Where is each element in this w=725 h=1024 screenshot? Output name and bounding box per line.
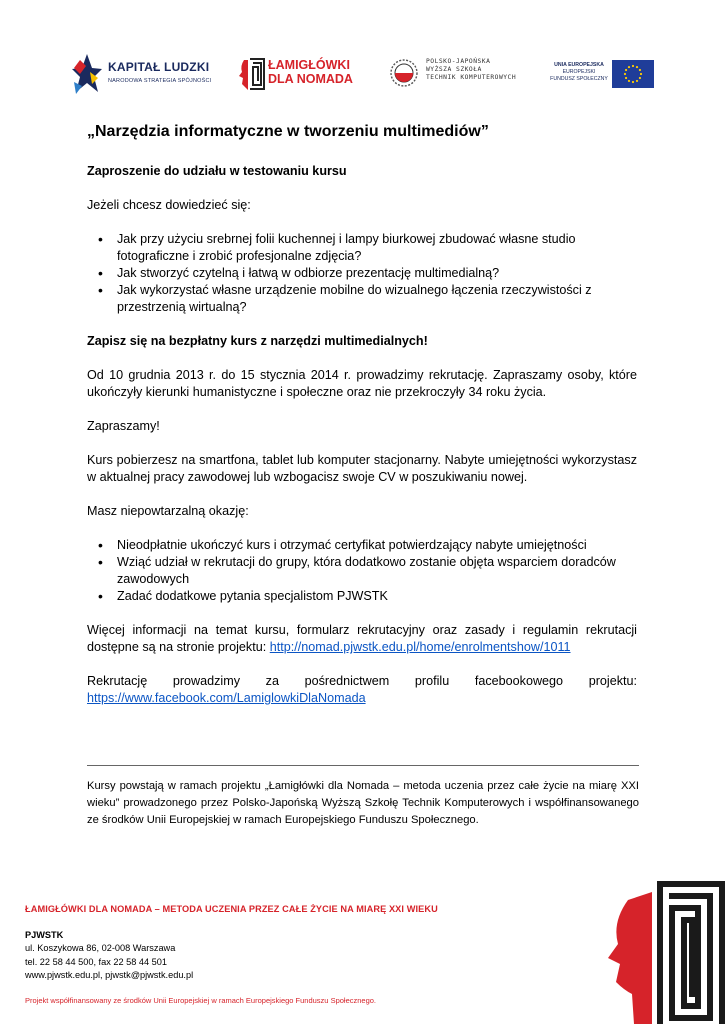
lamiglowki-logo	[238, 54, 368, 94]
project-footnote: Kursy powstają w ramach projektu „Łamigłówki dla Nomada – metoda uczenia przez całe życie na miarę XXI wieku” prowadzonego przez Polsko-Japońską Wyższą Szkołę Technik Komputerowych i współfinansowanego ze środków Unii Europejskiej w ramach Europejskiego Funduszu Społecznego.	[87, 780, 639, 826]
eu-line1: UNIA EUROPEJSKA	[554, 62, 604, 68]
intro-text: Jeżeli chcesz dowiedzieć się:	[87, 198, 251, 212]
lamiglowki-name	[268, 58, 353, 86]
list-item: • Nieodpłatnie ukończyć kurs i otrzymać certyfikat potwierdzający nabyte umiejętności	[87, 537, 637, 554]
kapital-ludzki-name: KAPITAŁ LUDZKI	[108, 60, 210, 74]
benefits-list	[87, 537, 637, 605]
devices-paragraph: Kurs pobierzesz na smartfona, tablet lub komputer stacjonarny. Nabyte umiejętności wykorzystasz w aktualnej pracy zawodowej lub wzbogacisz swoje CV w poszukiwaniu nowej.	[87, 453, 637, 484]
footer-web: www.pjwstk.edu.pl, pjwstk@pjwstk.edu.pl	[25, 970, 194, 980]
more-info-text: Więcej informacji na temat kursu, formularz rekrutacyjny oraz zasady i regulamin rekrutacji dostępne są na stronie projektu:	[87, 623, 637, 654]
pjwstk-emblem-icon	[388, 56, 420, 92]
eu-star	[636, 80, 638, 82]
eu-flag-icon	[612, 60, 654, 88]
kapital-ludzki-logo	[70, 52, 215, 98]
list-item: • Jak przy użyciu srebrnej folii kuchennej i lampy biurkowej zbudować własne studio fotograficzne i zrobić profesjonalne zdjęcia?	[87, 231, 637, 265]
pjwstk-line2: WYŻSZA SZKOŁA	[426, 66, 482, 73]
facebook-paragraph	[87, 673, 637, 707]
eu-star	[628, 80, 630, 82]
eu-star	[639, 77, 641, 79]
welcome-text: Zapraszamy!	[87, 419, 160, 433]
list-item: • Jak stworzyć czytelną i łatwą w odbiorze prezentację multimedialną?	[87, 265, 637, 282]
facebook-link[interactable]: https://www.facebook.com/LamiglowkiDlaNomada	[87, 691, 366, 705]
footer-contact	[25, 942, 193, 983]
footer-phone: tel. 22 58 44 500, fax 22 58 44 501	[25, 956, 168, 967]
eu-star	[636, 66, 638, 68]
eu-star	[640, 73, 642, 75]
eu-line2: EUROPEJSKI	[562, 69, 596, 75]
document-title: „Narzędzia informatyczne w tworzeniu multimediów”	[87, 123, 489, 140]
maze-head-icon	[238, 56, 266, 92]
eu-star	[632, 65, 634, 67]
lamiglowki-line1: ŁAMIGŁÓWKI	[268, 58, 350, 72]
maze-head-graphic-icon	[606, 878, 725, 1024]
document-body	[87, 122, 637, 724]
pjwstk-name	[426, 58, 516, 82]
eu-logo	[548, 58, 658, 92]
eu-text	[548, 62, 610, 83]
list-item: • Zadać dodatkowe pytania specjalistom PJWSTK	[87, 588, 637, 605]
pjwstk-line1: POLSKO-JAPOŃSKA	[426, 58, 491, 65]
eu-star	[625, 77, 627, 79]
footer-project-title: ŁAMIGŁÓWKI DLA NOMADA – METODA UCZENIA PRZEZ CAŁE ŻYCIE NA MIARĘ XXI WIEKU	[25, 904, 438, 914]
list-item: • Jak wykorzystać własne urządzenie mobilne do wizualnego łączenia rzeczywistości z przestrzenią wirtualną?	[87, 282, 637, 316]
kapital-ludzki-star-icon	[70, 52, 104, 98]
kapital-ludzki-subtitle: NARODOWA STRATEGIA SPÓJNOŚCI	[108, 78, 212, 84]
invitation-heading: Zaproszenie do udziału w testowaniu kursu	[87, 164, 347, 178]
eu-star	[624, 73, 626, 75]
opportunity-text: Masz niepowtarzalną okazję:	[87, 504, 249, 518]
eu-star	[639, 69, 641, 71]
eu-star	[625, 69, 627, 71]
facebook-text: Rekrutację prowadzimy za pośrednictwem profilu facebookowego projektu:	[87, 674, 637, 688]
recruitment-paragraph: Od 10 grudnia 2013 r. do 15 stycznia 2014 r. prowadzimy rekrutację. Zapraszamy osoby, które ukończyły kierunki humanistyczne i społeczne oraz nie przekroczyły 34 roku życia.	[87, 368, 637, 399]
project-link[interactable]: http://nomad.pjwstk.edu.pl/home/enrolmentshow/1011	[269, 640, 571, 654]
divider	[87, 765, 639, 766]
eu-star	[632, 81, 634, 83]
signup-heading: Zapisz się na bezpłatny kurs z narzędzi multimedialnych!	[87, 334, 428, 348]
list-item: • Wziąć udział w rekrutacji do grupy, która dodatkowo zostanie objęta wsparciem doradców zawodowych	[87, 554, 637, 588]
footer-address: ul. Koszykowa 86, 02-008 Warszawa	[25, 943, 176, 953]
eu-star	[628, 66, 630, 68]
footer-org: PJWSTK	[25, 930, 64, 940]
pjwstk-logo	[388, 54, 528, 94]
pjwstk-line3: TECHNIK KOMPUTEROWYCH	[426, 74, 517, 81]
lamiglowki-line2: DLA NOMADA	[268, 72, 353, 86]
questions-list	[87, 231, 637, 316]
eu-line3: FUNDUSZ SPOŁECZNY	[550, 76, 608, 82]
more-info-paragraph	[87, 622, 637, 656]
footer-funding: Projekt współfinansowany ze środków Unii Europejskiej w ramach Europejskiego Funduszu Społecznego.	[25, 996, 377, 1005]
